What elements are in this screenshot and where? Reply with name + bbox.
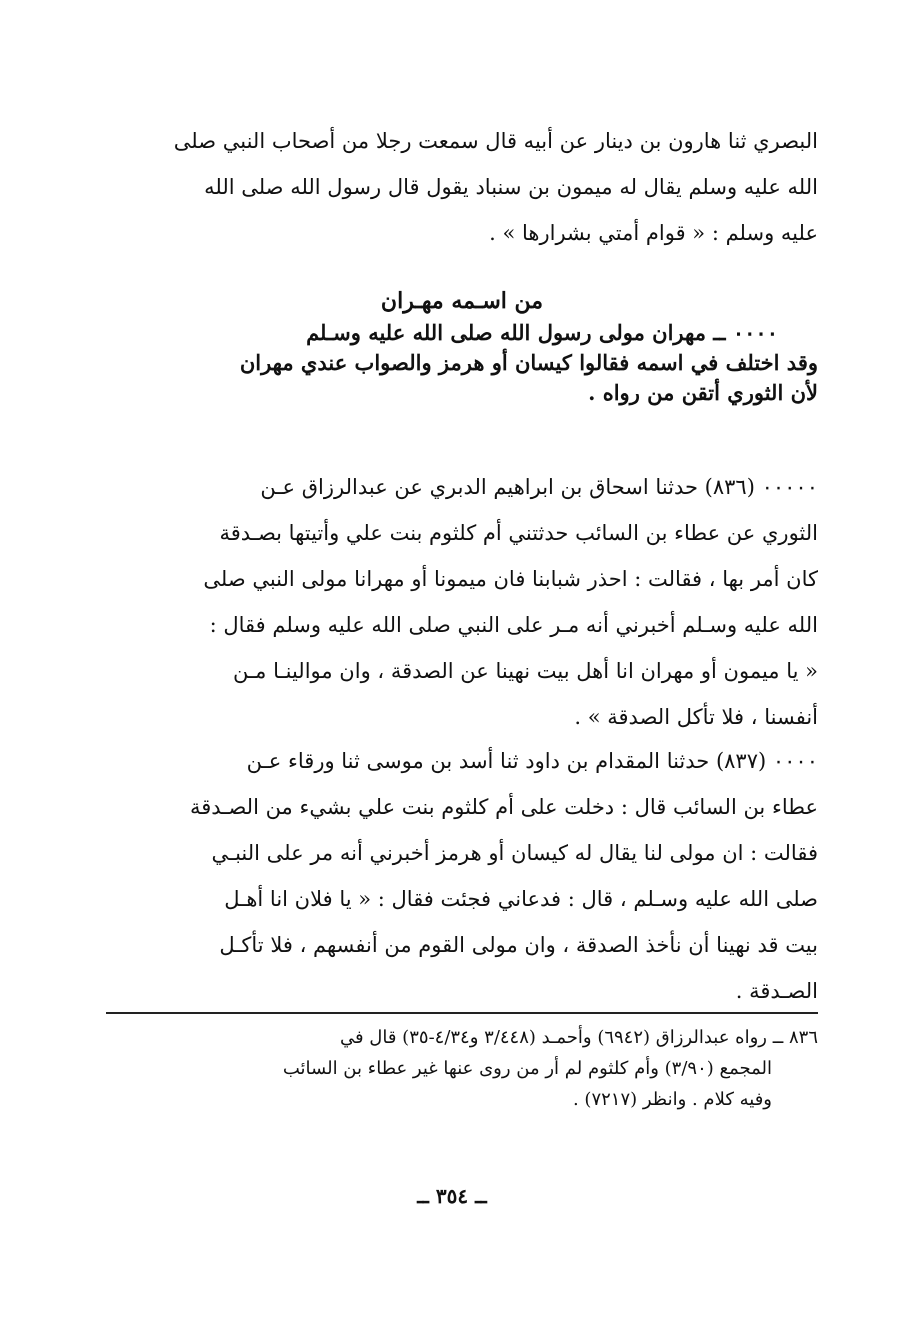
chapter-section (106, 284, 818, 408)
text-line: « يا ميمون أو مهران انا أهل بيت نهينا عن الصدقة ، وان موالينـا مـن (233, 659, 818, 683)
text-line: صلى الله عليه وسـلم ، قال : فدعاني فجئت فقال : « يا فلان انا أهـل (224, 887, 818, 911)
text-line: البصري ثنا هارون بن دينار عن أبيه قال سمعت رجلا من أصحاب النبي صلى (173, 129, 818, 153)
text-line: فقالت : ان مولى لنا يقال له كيسان أو هرمز أخبرني أنه مر على النبـي (211, 841, 818, 865)
entry-note-line: لأن الثوري أتقن من رواه . (588, 380, 818, 405)
footnote-line: وفيه كلام . وانظر (٧٢١٧) . (572, 1089, 772, 1110)
text-line: بيت قد نهينا أن نأخذ الصدقة ، وان مولى القوم من أنفسهم ، فلا تأكـل (219, 933, 818, 957)
chapter-heading: من اسـمه مهـران (380, 288, 544, 314)
hadith-836 (106, 464, 818, 740)
entry-note-line: وقد اختلف في اسمه فقالوا كيسان أو هرمز والصواب عندي مهران (239, 350, 818, 375)
text-line: الله عليه وسـلم أخبرني أنه مـر على النبي صلى الله عليه وسلم فقال : (209, 613, 818, 637)
text-line: عليه وسلم : « قوام أمتي بشرارها » . (489, 221, 818, 245)
text-line: الصـدقة . (735, 979, 818, 1003)
footnotes (106, 1022, 818, 1115)
text-line: عطاء بن السائب قال : دخلت على أم كلثوم بنت علي بشيء من الصـدقة (189, 795, 818, 819)
entry-title: ٠٠٠٠ ــ مهران مولى رسول الله صلى الله عليه وسـلم (306, 320, 778, 345)
text-line: كان أمر بها ، فقالت : احذر شبابنا فان ميمونا أو مهرانا مولى النبي صلى (203, 567, 818, 591)
continuation-paragraph (106, 118, 818, 256)
text-line: ٠٠٠٠ (٨٣٧) حدثنا المقدام بن داود ثنا أسد بن موسى ثنا ورقاء عـن (246, 749, 818, 773)
footnote-divider (106, 1012, 818, 1014)
footnote-line: ٨٣٦ ــ رواه عبدالرزاق (٦٩٤٢) وأحمـد (٣/٤٤٨ و٤/٣٤-٣٥) قال في (339, 1027, 818, 1048)
page-number: ــ ٣٥٤ ــ (417, 1184, 487, 1208)
hadith-837 (106, 738, 818, 1014)
text-line: أنفسنا ، فلا تأكل الصدقة » . (574, 705, 818, 729)
text-line: الله عليه وسلم يقال له ميمون بن سنباد يقول قال رسول الله صلى الله (204, 175, 818, 199)
text-line: ٠٠٠٠٠ (٨٣٦) حدثنا اسحاق بن ابراهيم الدبري عن عبدالرزاق عـن (260, 475, 818, 499)
text-line: الثوري عن عطاء بن السائب حدثتني أم كلثوم بنت علي وأتيتها بصـدقة (219, 521, 818, 545)
footnote-line: المجمع (٣/٩٠) وأم كلثوم لم أر من روى عنها غير عطاء بن السائب (282, 1058, 772, 1079)
